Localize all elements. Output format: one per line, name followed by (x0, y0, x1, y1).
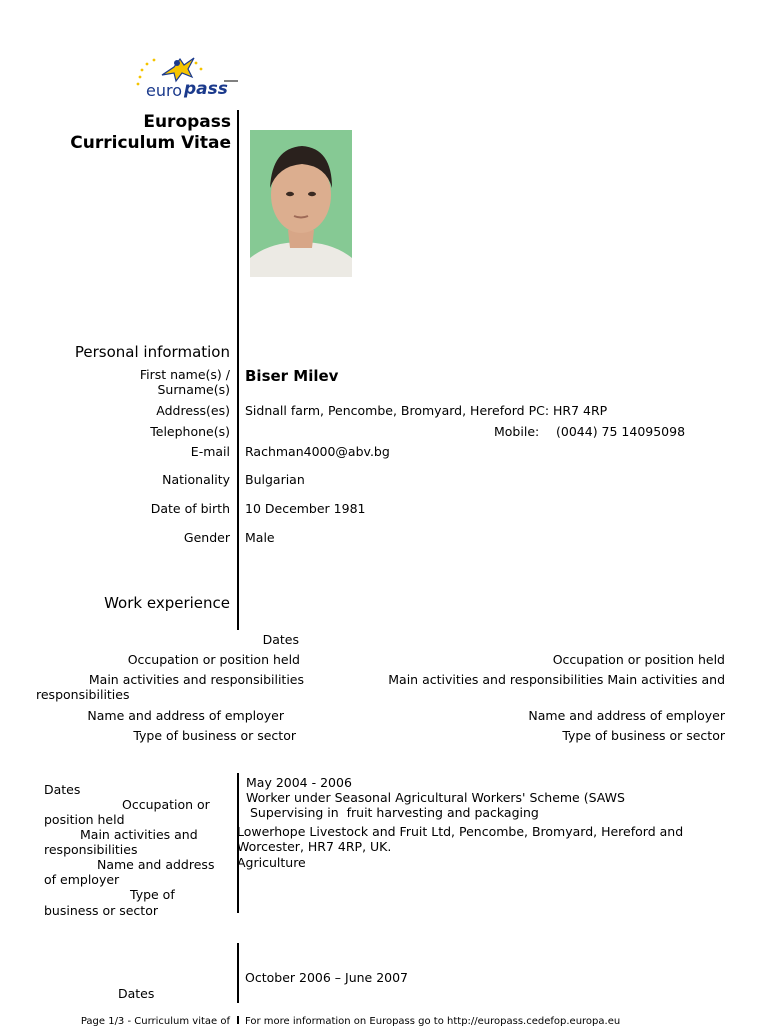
job3-dates-label: Dates (118, 986, 155, 1001)
right-employer-label: Name and address of employer (528, 708, 725, 723)
section-personal-information: Personal information (74, 343, 230, 361)
job2-occupation-label-line2: position held (44, 812, 125, 827)
profile-photo (250, 130, 352, 277)
europass-logo (132, 55, 242, 105)
work-dates-label: Dates (262, 632, 299, 647)
mobile-value: (0044) 75 14095098 (556, 424, 686, 439)
job2-occupation: Worker under Seasonal Agricultural Workers' Scheme (SAWS (246, 790, 625, 805)
job2-sector: Agriculture (237, 855, 306, 870)
job2-activities-label-line2: responsibilities (44, 842, 138, 857)
gender-label: Gender (183, 530, 230, 545)
footer-right: For more information on Europass go to http://europass.cedefop.europa.eu (245, 1016, 621, 1027)
job3-dates: October 2006 – June 2007 (245, 970, 409, 985)
address-value: Sidnall farm, Pencombe, Bromyard, Hereford PC: HR7 4RP (245, 403, 608, 418)
job2-occupation-label-line1: Occupation or (122, 797, 210, 812)
dob-value: 10 December 1981 (245, 501, 366, 516)
section-work-experience: Work experience (104, 594, 230, 612)
email-value[interactable]: Rachman4000@abv.bg (245, 444, 390, 459)
job2-dates-label: Dates (44, 782, 81, 797)
right-occupation-label: Occupation or position held (552, 652, 725, 667)
job2-activities: Supervising in fruit harvesting and packaging (246, 805, 539, 820)
column-divider-top (237, 110, 239, 630)
name-label-line2: Surname(s) (157, 382, 230, 397)
work-occupation-label: Occupation or position held (127, 652, 300, 667)
name-label-line1: First name(s) / (139, 367, 230, 382)
column-divider-bottom (237, 943, 239, 1003)
nationality-value: Bulgarian (245, 472, 305, 487)
right-activities-label: Main activities and responsibilities Main activities and (388, 672, 725, 687)
right-sector-label: Type of business or sector (562, 728, 725, 743)
job2-dates: May 2004 - 2006 (246, 775, 352, 790)
work-employer-label: Name and address of employer (87, 708, 284, 723)
telephone-label: Telephone(s) (150, 424, 230, 439)
cv-title-line1: Europass (143, 112, 231, 132)
footer-left: Page 1/3 - Curriculum vitae of (80, 1016, 230, 1027)
job2-sector-label-line2: business or sector (44, 903, 158, 918)
gender-value: Male (245, 530, 275, 545)
job2-employer-label-line2: of employer (44, 872, 120, 887)
work-activities-label-line1: Main activities and responsibilities (88, 672, 304, 687)
dob-label: Date of birth (150, 501, 230, 516)
brand-pass: pass (184, 79, 228, 99)
email-label: E-mail (190, 444, 230, 459)
job2-sector-label-line1: Type of (130, 887, 175, 902)
portrait-icon (250, 130, 352, 277)
job2-employer-line1: Lowerhope Livestock and Fruit Ltd, Pencombe, Bromyard, Hereford and (237, 824, 684, 839)
nationality-label: Nationality (162, 472, 230, 487)
cv-title-line2: Curriculum Vitae (70, 133, 231, 153)
address-label: Address(es) (156, 403, 230, 418)
job2-employer-label-line1: Name and address (97, 857, 215, 872)
full-name: Biser Milev (245, 367, 339, 385)
footer-divider (237, 1016, 239, 1024)
work-sector-label: Type of business or sector (133, 728, 296, 743)
brand-euro: euro (146, 81, 182, 100)
job2-employer-line2: Worcester, HR7 4RP, UK. (237, 839, 392, 854)
work-activities-label-line2: responsibilities (36, 687, 130, 702)
job2-activities-label-line1: Main activities and (80, 827, 198, 842)
mobile-label: Mobile: (494, 424, 540, 439)
